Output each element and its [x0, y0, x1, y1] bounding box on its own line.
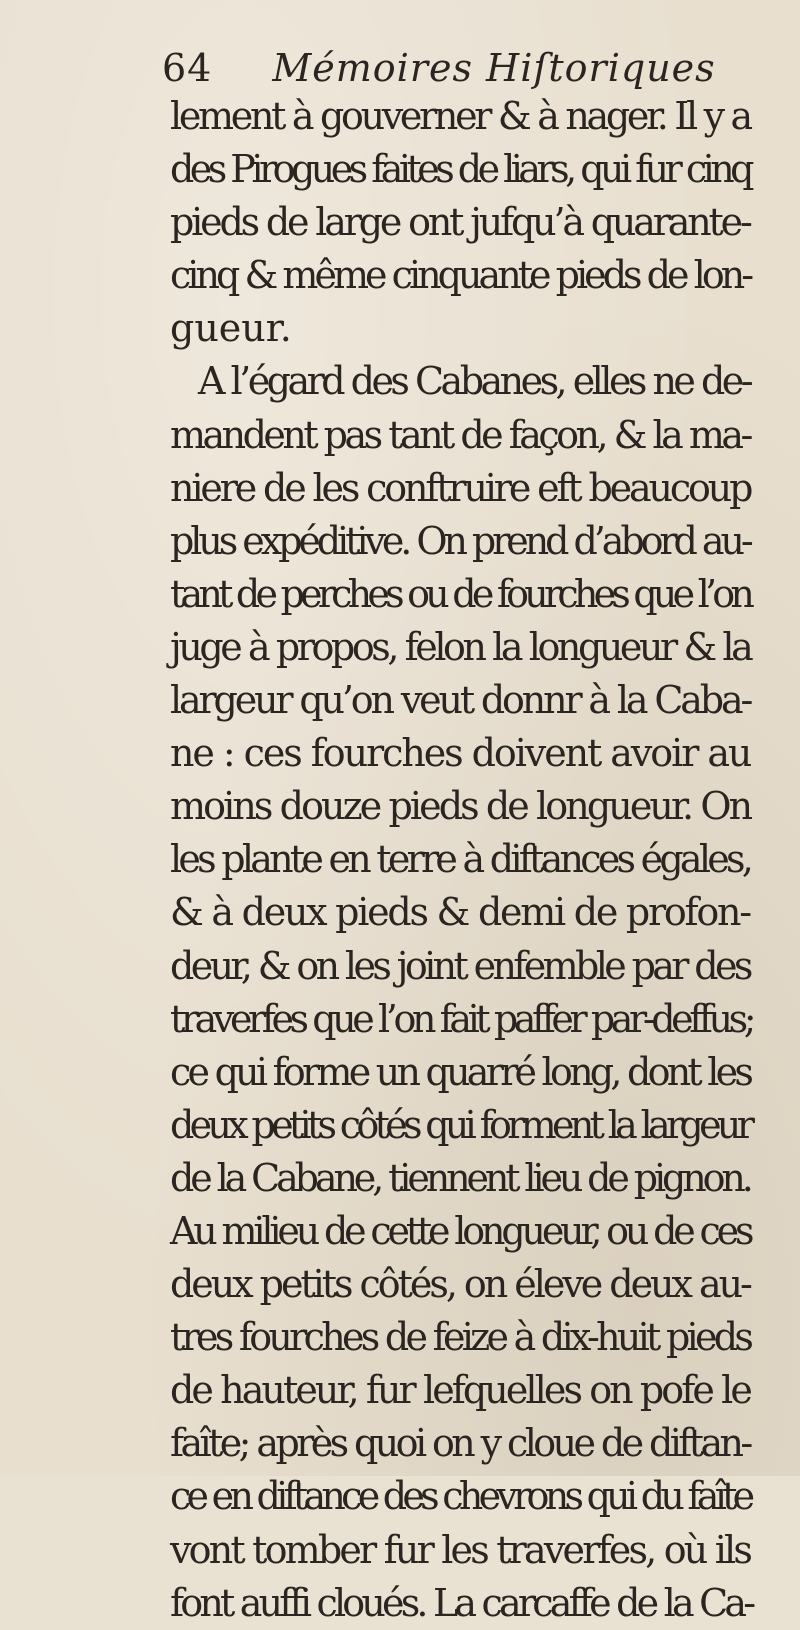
text-line: ce en diftance des chevrons qui du faîte — [170, 1474, 751, 1519]
text-line: ne : ces fourches doivent avoir au — [170, 731, 751, 776]
text-line: tres fourches de feize à dix-huit pieds — [170, 1315, 751, 1360]
text-line: vont tomber fur les traverfes, où ils — [170, 1527, 751, 1572]
text-line: de la Cabane, tiennent lieu de pignon. — [170, 1155, 750, 1200]
text-line: faîte; après quoi on y cloue de diftan- — [170, 1421, 750, 1466]
text-line: deux petits côtés, on éleve deux au- — [170, 1262, 750, 1307]
text-line: de hauteur, fur lefquelles on pofe le — [170, 1368, 750, 1413]
text-line: gueur. — [170, 306, 292, 351]
text-line: A l’égard des Cabanes, elles ne de- — [198, 359, 751, 404]
text-line: cinq & même cinquante pieds de lon- — [170, 253, 751, 298]
text-line: mandent pas tant de façon, & la ma- — [170, 412, 750, 457]
text-line: deux petits côtés qui forment la largeur — [170, 1102, 751, 1147]
text-line: largeur qu’on veut donnr à la Caba- — [170, 678, 751, 723]
body-text — [170, 90, 753, 1630]
page-header — [162, 44, 716, 92]
text-line: les plante en terre à diftances égales, — [170, 837, 751, 882]
text-line: moins douze pieds de longueur. On — [170, 784, 751, 829]
text-line: tant de perches ou de fourches que l’on — [170, 571, 751, 616]
text-line: niere de les conftruire eft beaucoup — [170, 465, 751, 510]
text-line: juge à propos, felon la longueur & la — [170, 624, 751, 669]
text-line: Au milieu de cette longueur, ou de ces — [170, 1208, 751, 1253]
text-line: plus expéditive. On prend d’abord au- — [170, 518, 750, 563]
running-title: Mémoires Hiſtoriques — [272, 46, 716, 90]
page-number: 64 — [162, 46, 213, 90]
text-line: pieds de large ont jufqu’à quarante- — [170, 200, 750, 245]
text-line: deur, & on les joint enfemble par des — [170, 943, 750, 988]
text-line: ce qui forme un quarré long, dont les — [170, 1049, 751, 1094]
text-line: font auffi cloués. La carcaffe de la Ca- — [170, 1580, 753, 1625]
text-line: & à deux pieds & demi de profon- — [170, 890, 750, 935]
text-line: des Pirogues faites de liars, qui fur cinq — [170, 147, 750, 192]
text-line: traverfes que l’on fait paffer par-deffus; — [170, 996, 753, 1041]
text-line: lement à gouverner & à nager. Il y a — [170, 94, 750, 138]
